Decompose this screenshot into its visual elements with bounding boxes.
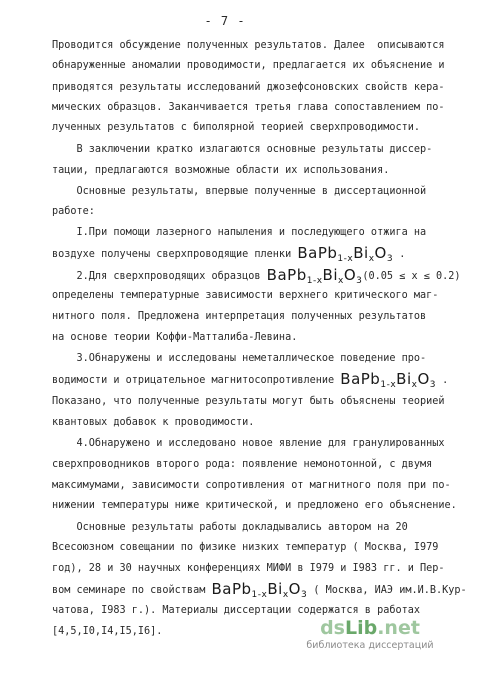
text-line (0, 308, 502, 326)
text-line-content: 2.Для сверхпроводящих образцов (52, 271, 267, 282)
text-line-content: Основные результаты работы докладывались автором на 20 (52, 522, 408, 533)
text-line (0, 350, 502, 368)
text-line (0, 435, 502, 453)
chemical-formula: $BaPb_{1-x}Bi_xO_3$ (340, 370, 436, 390)
text-line-content: Показано, что полученные результаты могут быть объяснены теорией (52, 396, 445, 407)
text-line-suffix: . (436, 375, 449, 386)
text-line (0, 224, 502, 242)
text-line (0, 580, 502, 598)
page-number: - 7 - (204, 14, 246, 28)
text-line-content: водимости и отрицательное магнитосопротивление (52, 375, 341, 386)
chemical-formula: $BaPb_{1-x}Bi_xO_3$ (211, 580, 308, 600)
text-line-content: Всесоюзном совещании по физике низких температур ( Москва, I979 (52, 542, 439, 553)
text-line-content: тации, предлагаются возможные области их использования. (52, 165, 390, 176)
text-line (0, 203, 502, 221)
chemical-formula: $BaPb_{1-x}Bi_xO_3$ (297, 244, 394, 264)
text-line (0, 519, 502, 537)
text-line-content: чатова, I983 г.). Материалы диссертации содержатся в работах (52, 605, 421, 616)
text-line (0, 456, 502, 474)
text-line-content: приводятся результаты исследований джозефсоновских свойств керa- (52, 82, 445, 93)
text-line-content: обнаруженные аномалии проводимости, предлагается их объяснение и (52, 60, 445, 71)
text-line-suffix: (0.05 ≤ x ≤ 0.2) (362, 271, 461, 282)
text-line-content: вом семинаре по свойствам (52, 585, 212, 596)
text-line (0, 183, 502, 201)
text-line-content: работе: (52, 206, 95, 217)
text-line (0, 57, 502, 75)
text-line-content: Проводится обсуждение полученных результатов. Далее описываются (52, 40, 445, 51)
text-line (0, 329, 502, 347)
text-line (0, 266, 502, 284)
text-line-content: нижении температуры ниже критической, и предложено его объяснение. (52, 500, 457, 511)
text-line-content: мических образцов. Заканчивается третья глава сопоставлением по- (52, 102, 445, 113)
watermark-logo: dsLib.net (320, 617, 420, 639)
text-line (0, 560, 502, 578)
text-line (0, 141, 502, 159)
watermark (304, 617, 436, 651)
text-line (0, 79, 502, 97)
text-line (0, 287, 502, 305)
text-line-content: 3.Обнаружены и исследованы неметаллическое поведение про- (52, 353, 427, 364)
text-line-content: [4,5,I0,I4,I5,I6]. (52, 626, 163, 637)
text-line-suffix: ( Москва, ИАЭ им.И.В.Кур- (307, 585, 467, 596)
text-line (0, 119, 502, 137)
text-line (0, 37, 502, 55)
text-line-content: на основе теории Коффи-Матталиба-Левина. (52, 332, 298, 343)
watermark-caption: библиотека диссертаций (306, 640, 434, 651)
text-line (0, 477, 502, 495)
text-line (0, 244, 502, 262)
text-line (0, 162, 502, 180)
text-line-suffix: . (393, 249, 406, 260)
text-line (0, 414, 502, 432)
text-line-content: максимумами, зависимости сопротивления от магнитного поля при по- (52, 480, 451, 491)
text-line-content: Основные результаты, впервые полученные в диссертационной (52, 186, 427, 197)
text-line-content: год), 28 и 30 научных конференциях МИФИ в I979 и I983 гг. и Пер- (52, 563, 445, 574)
text-line (0, 370, 502, 388)
text-line-content: определены температурные зависимости верхнего критического маг- (52, 290, 439, 301)
text-line (0, 497, 502, 515)
text-line-content: лученных результатов с биполярной теорией сверхпроводимости. (52, 122, 421, 133)
text-line-content: 4.Обнаружено и исследовано новое явление для гранулированных (52, 438, 445, 449)
text-line-content: воздухе получены сверхпроводящие пленки (52, 249, 298, 260)
text-line-content: сверхпроводников второго рода: появление немонотонной, с двумя (52, 459, 433, 470)
text-line-content: нитного поля. Предложена интерпретация полученных результатов (52, 311, 427, 322)
text-line-content: В заключении кратко излагаются основные результаты диссер- (52, 144, 433, 155)
text-line-content: квантовых добавок к проводимости. (52, 417, 255, 428)
text-line (0, 539, 502, 557)
text-line (0, 99, 502, 117)
text-line-content: I.При помощи лазерного напыления и последующего отжига на (52, 227, 427, 238)
chemical-formula: $BaPb_{1-x}Bi_xO_3$ (266, 266, 363, 286)
text-line (0, 393, 502, 411)
